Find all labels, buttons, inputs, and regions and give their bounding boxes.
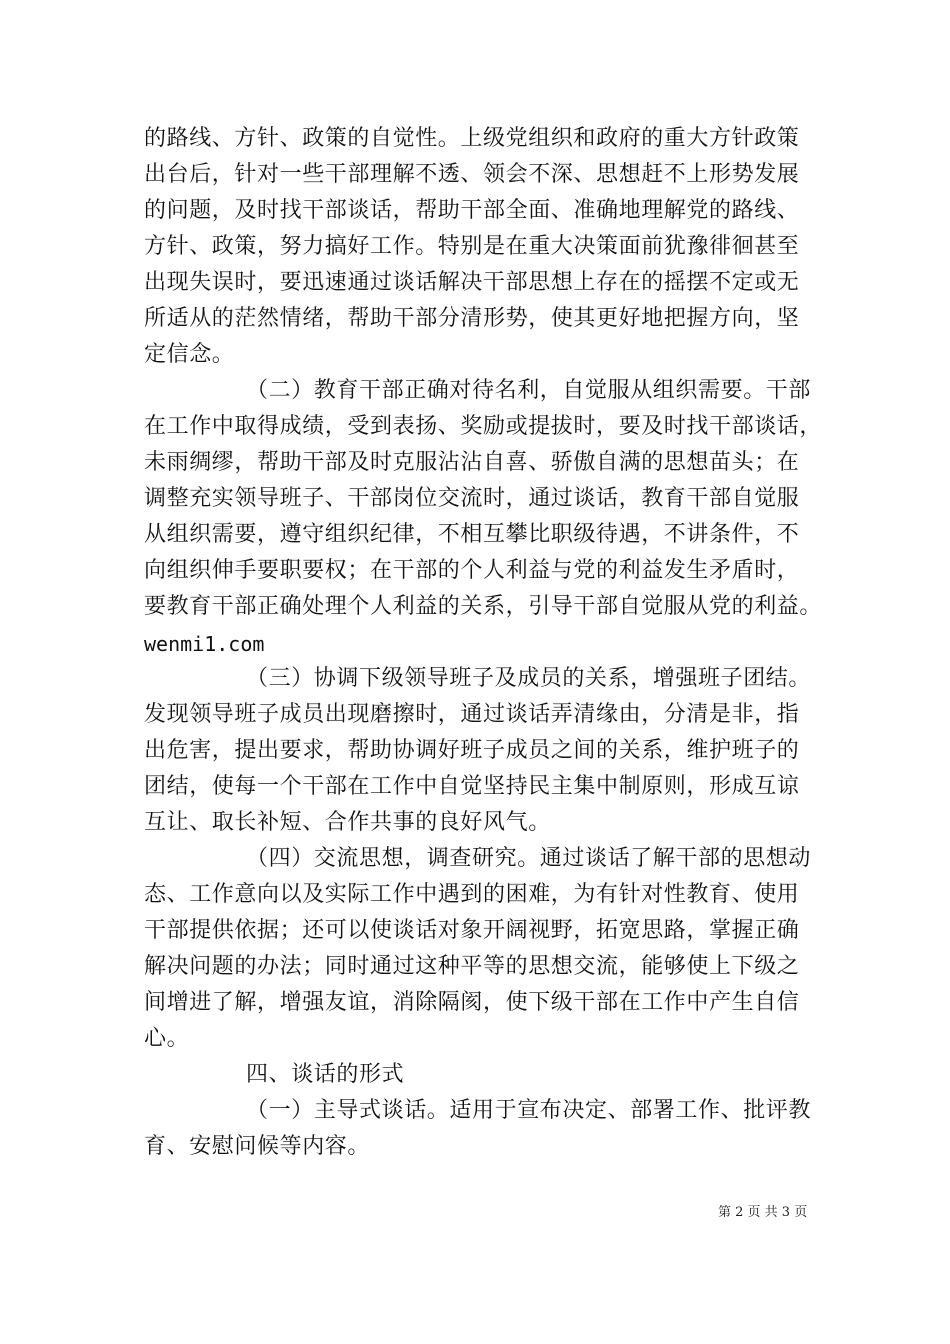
section-heading: 四、谈话的形式 — [246, 1062, 405, 1087]
text-line: 向组织伸手要职要权；在干部的个人利益与党的利益发生矛盾时， — [144, 558, 800, 583]
paragraph-heading: （一）主导式谈话。适用于宣布决定、部署工作、批评教 — [246, 1098, 812, 1123]
text-line: 从组织需要，遵守组织纪律，不相互攀比职级待遇，不讲条件，不 — [144, 522, 800, 547]
text-line: 态、工作意向以及实际工作中遇到的困难，为有针对性教育、使用 — [144, 882, 800, 907]
text-line: 出台后，针对一些干部理解不透、领会不深、思想赶不上形势发展 — [144, 162, 800, 187]
text-line: 干部提供依据；还可以使谈话对象开阔视野，拓宽思路，掌握正确 — [144, 918, 800, 943]
text-line: 调整充实领导班子、干部岗位交流时，通过谈话，教育干部自觉服 — [144, 486, 800, 511]
text-line: 互让、取长补短、合作共事的良好风气。 — [144, 810, 551, 835]
text-line: 的路线、方针、政策的自觉性。上级党组织和政府的重大方针政策 — [144, 126, 800, 151]
text-line: 育、安慰问候等内容。 — [144, 1134, 371, 1159]
text-line: 发现领导班子成员出现磨擦时，通过谈话弄清缘由，分清是非，指 — [144, 702, 800, 727]
text-line: 出危害，提出要求，帮助协调好班子成员之间的关系，维护班子的 — [144, 738, 800, 763]
text-line: 方针、政策，努力搞好工作。特别是在重大决策面前犹豫徘徊甚至 — [144, 234, 800, 259]
text-line: 所适从的茫然情绪，帮助干部分清形势，使其更好地把握方向，坚 — [144, 306, 800, 331]
website-watermark-text: wenmi1.com — [144, 632, 265, 656]
text-line: 定信念。 — [144, 342, 235, 367]
paragraph-heading: （三）协调下级领导班子及成员的关系，增强班子团结。 — [246, 666, 812, 691]
paragraph-heading: （二）教育干部正确对待名利，自觉服从组织需要。干部 — [246, 378, 812, 403]
page-number-footer: 第 2 页 共 3 页 — [718, 1205, 808, 1220]
text-line: 未雨绸缪，帮助干部及时克服沾沾自喜、骄傲自满的思想苗头；在 — [144, 450, 800, 475]
paragraph-heading: （四）交流思想，调查研究。通过谈话了解干部的思想动 — [246, 846, 812, 871]
text-line: 心。 — [144, 1026, 190, 1051]
text-line: 要教育干部正确处理个人利益的关系，引导干部自觉服从党的利益。 — [144, 594, 823, 619]
text-line: 团结，使每一个干部在工作中自觉坚持民主集中制原则，形成互谅 — [144, 774, 800, 799]
text-line: 在工作中取得成绩，受到表扬、奖励或提拔时，要及时找干部谈话， — [144, 414, 823, 439]
text-line: 出现失误时，要迅速通过谈话解决干部思想上存在的摇摆不定或无 — [144, 270, 800, 295]
text-line: 间增进了解，增强友谊，消除隔阂，使下级干部在工作中产生自信 — [144, 990, 800, 1015]
text-line: 解决问题的办法；同时通过这种平等的思想交流，能够使上下级之 — [144, 954, 800, 979]
text-line: 的问题，及时找干部谈话，帮助干部全面、准确地理解党的路线、 — [144, 198, 800, 223]
